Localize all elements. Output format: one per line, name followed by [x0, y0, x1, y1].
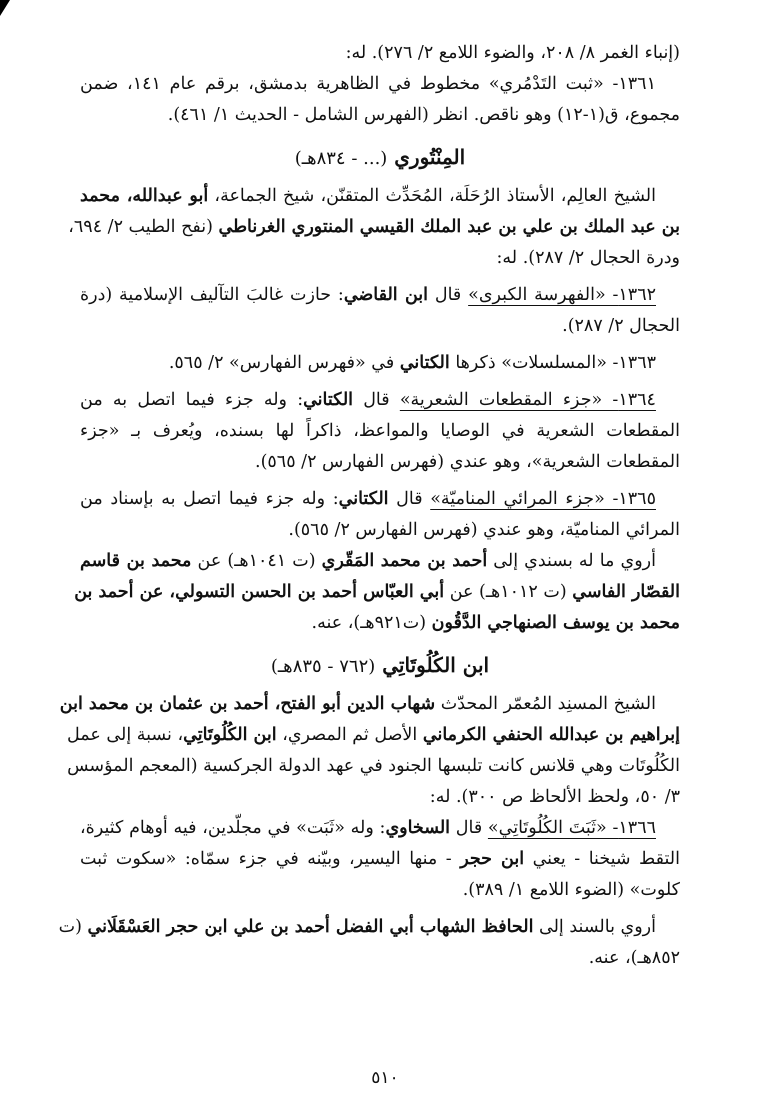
text-line: المرائي المناميّة، وهو عندي (فهرس الفهارس ٢/ ٥٦٥).	[288, 520, 680, 540]
corner-mark	[0, 0, 10, 16]
text-line: مجموع، ق(١-١٢) وهو ناقص. انظر (الفهرس الشامل - الحديث ١/ ٤٦١).	[167, 105, 680, 125]
entry-1363: ١٣٦٣- «المسلسلات» ذكرها الكتاني في «فهرس الفهارس» ٢/ ٥٦٥.	[168, 353, 656, 373]
text-line: القصّار الفاسي (ت ١٠١٢هـ) عن أبي العبّاس أحمد بن الحسن التسولي، عن أحمد بن	[74, 582, 680, 602]
text-line: المقطعات الشعرية»، وهو عندي (فهرس الفهارس ٢/ ٥٦٥).	[255, 452, 680, 472]
heading-name: المِنْتُوري	[394, 145, 466, 169]
text-line: بن عبد الملك بن علي بن عبد الملك القيسي المنتوري الغرناطي (نفح الطيب ٢/ ٦٩٤،	[68, 217, 680, 237]
text-line: كلوت» (الضوء اللامع ١/ ٣٨٩).	[462, 880, 680, 900]
text-line: ودرة الحجال ٢/ ٢٨٧). له:	[496, 248, 680, 268]
text-line: (إنباء الغمر ٨/ ٢٠٨، والضوء اللامع ٢/ ٢٧٦). له:	[345, 43, 680, 63]
text-line: الشيخ العالِم، الأستاذ الرُحَلَة، المُحَدِّث المتقنّن، شيخ الجماعة، أبو عبدالله، محمد	[80, 186, 656, 206]
heading-kulutati	[80, 645, 680, 685]
text-line: الكُلُوتَات وهي قلانس كانت تلبسها الجنود في عهد الدولة الجركسية (المعجم المؤسس	[67, 756, 680, 776]
entry-1365: ١٣٦٥- «جزء المرائي المناميّة» قال الكتاني: وله جزء فيما اتصل به بإسناد من	[80, 489, 656, 509]
page-body	[58, 38, 680, 974]
heading-mantouri	[80, 137, 680, 177]
text-line: أروي بالسند إلى الحافظ الشهاب أبي الفضل أحمد بن علي ابن حجر العَسْقَلَاني (ت	[58, 917, 656, 937]
text-line: محمد بن يوسف الصنهاجي الدَّقُون (ت٩٢١هـ)، عنه.	[311, 613, 680, 633]
text-line: الشيخ المسنِد المُعمّر المحدّث شهاب الدين أبو الفتح، أحمد بن عثمان بن محمد ابن	[59, 694, 656, 714]
text-line: أروي ما له بسندي إلى أحمد بن محمد المَقّري (ت ١٠٤١هـ) عن محمد بن قاسم	[80, 551, 656, 571]
entry-1366: ١٣٦٦- «ثَبَتَ الكُلُوتَاتِي» قال السخاوي: وله «ثَبَت» في مجلّدين، فيه أوهام كثيرة،	[80, 818, 656, 838]
text-line: الحجال ٢/ ٢٨٧).	[562, 316, 680, 336]
text-line: المقطعات الشعرية في الوصايا والمواعظ، ذاكراً لها بسنده، ويُعرف بـ «جزء	[80, 421, 680, 441]
text-line: ٨٥٢هـ)، عنه.	[588, 948, 680, 968]
heading-dates: (... - ٨٣٤هـ)	[294, 148, 388, 169]
entry-1364: ١٣٦٤- «جزء المقطعات الشعرية» قال الكتاني: وله جزء فيما اتصل به من	[80, 390, 656, 410]
entry-1362: ١٣٦٢- «الفهرسة الكبرى» قال ابن القاضي: حازت غالبَ التآليف الإسلامية (درة	[80, 285, 656, 305]
text-line: إبراهيم بن عبدالله الحنفي الكرماني الأصل ثم المصري، ابن الكُلُوتَاتِي، نسبة إلى عمل	[67, 725, 680, 745]
page-number: ٥١٠	[371, 1068, 399, 1088]
entry-1361: ١٣٦١- «ثبت التَدْمُري» مخطوط في الظاهرية بدمشق، برقم عام ١٤١، ضمن	[80, 74, 656, 94]
heading-dates: (٧٦٢ - ٨٣٥هـ)	[270, 656, 376, 677]
heading-name: ابن الكُلُوتَاتِي	[382, 653, 490, 677]
text-line: التقط شيخنا - يعني ابن حجر - منها اليسير، وبيّنه في جزء سمّاه: «سكوت ثبت	[80, 849, 680, 869]
text-line: ٣/ ٥٠، ولحظ الألحاظ ص ٣٠٠). له:	[429, 787, 680, 807]
